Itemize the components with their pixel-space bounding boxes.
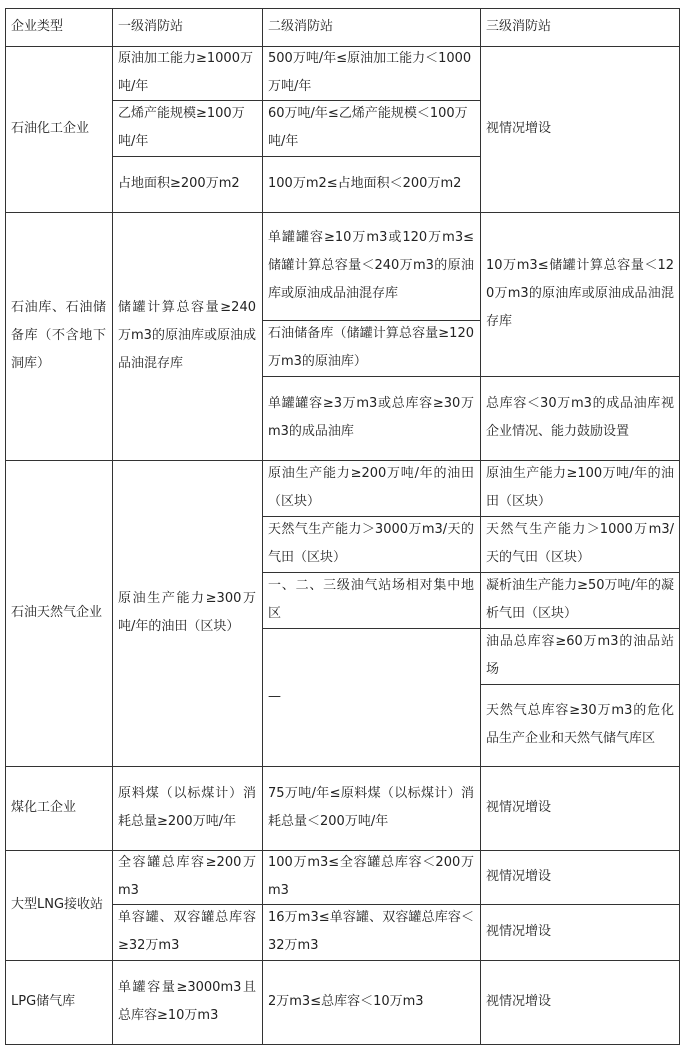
oil-depot-row12-level3: 10万m3≤储罐计算总容量＜120万m3的原油库或原油成品油混存库 <box>486 258 674 329</box>
petrochemical-row1-level1: 原油加工能力≥1000万吨/年 <box>118 51 253 94</box>
lpg-type: LPG储气库 <box>11 994 76 1009</box>
oil-depot-row3-level2: 单罐罐容≥3万m3或总库容≥30万m3的成品油库 <box>268 396 474 439</box>
lng-row1-level2: 100万m3≤全容罐总库容＜200万m3 <box>268 855 474 898</box>
v-line-3 <box>480 8 481 1045</box>
v-line-right <box>679 8 680 1045</box>
h-line-oilgas-2 <box>262 572 680 573</box>
h-line-oilgas-1 <box>262 516 680 517</box>
h-line-depot-1 <box>262 320 480 321</box>
oil-gas-type: 石油天然气企业 <box>11 605 103 620</box>
coal-chemical-type: 煤化工企业 <box>11 800 77 815</box>
petrochemical-row1-level2: 500万吨/年≤原油加工能力＜1000万吨/年 <box>268 51 472 94</box>
petrochemical-row3-level1: 占地面积≥200万m2 <box>118 176 240 191</box>
petrochemical-row2-level1: 乙烯产能规模≥100万吨/年 <box>118 106 245 149</box>
petrochemical-row2-level2: 60万吨/年≤乙烯产能规模＜100万吨/年 <box>268 106 468 149</box>
petrochemical-row3-level2: 100万m2≤占地面积＜200万m2 <box>268 176 462 191</box>
h-line-depot-2 <box>262 376 680 377</box>
h-line-petro-1 <box>112 100 480 101</box>
h-line-petro-2 <box>112 156 480 157</box>
oil-depot-row1-level2: 单罐罐容≥10万m3或120万m3≤储罐计算总容量＜240万m3的原油库或原油成品油混存库 <box>268 230 474 301</box>
lng-row2-level3: 视情况增设 <box>486 924 552 939</box>
oil-gas-row45-level2: — <box>268 689 281 704</box>
oil-depot-row3-level3: 总库容＜30万m3的成品油库视企业情况、能力鼓励设置 <box>486 396 674 439</box>
h-line-oilgas-4 <box>480 684 680 685</box>
oil-gas-row4-level3: 油品总库容≥60万m3的油品站场 <box>486 634 674 677</box>
h-line-coal-end <box>5 850 680 851</box>
coal-chemical-level2: 75万吨/年≤原料煤（以标煤计）消耗总量＜200万吨/年 <box>268 786 474 829</box>
header-enterprise-type: 企业类型 <box>11 19 64 34</box>
oil-gas-level1: 原油生产能力≥300万吨/年的油田（区块） <box>118 591 256 634</box>
oil-depot-type: 石油库、石油储备库（不含地下洞库） <box>11 300 106 371</box>
oil-gas-row3-level2: 一、二、三级油气站场相对集中地区 <box>268 578 474 621</box>
oil-depot-row2-level2: 石油储备库（储罐计算总容量≥120万m3的原油库） <box>268 326 474 369</box>
oil-gas-row1-level3: 原油生产能力≥100万吨/年的油田（区块） <box>486 466 674 509</box>
h-line-header <box>5 46 680 47</box>
lpg-level2: 2万m3≤总库容＜10万m3 <box>268 994 424 1009</box>
v-line-2 <box>262 8 263 1045</box>
lng-row1-level3: 视情况增设 <box>486 869 552 884</box>
oil-gas-row1-level2: 原油生产能力≥200万吨/年的油田（区块） <box>268 466 474 509</box>
oil-gas-row3-level3: 凝析油生产能力≥50万吨/年的凝析气田（区块） <box>486 578 674 621</box>
h-line-lng-end <box>5 960 680 961</box>
petrochemical-level3: 视情况增设 <box>486 121 552 136</box>
h-line-depot-end <box>5 460 680 461</box>
v-line-left <box>5 8 6 1045</box>
header-level2: 二级消防站 <box>268 19 334 34</box>
coal-chemical-level3: 视情况增设 <box>486 800 552 815</box>
h-line-bottom <box>5 1044 680 1045</box>
header-level3: 三级消防站 <box>486 19 552 34</box>
lpg-level3: 视情况增设 <box>486 994 552 1009</box>
petrochemical-type: 石油化工企业 <box>11 121 90 136</box>
oil-depot-level1: 储罐计算总容量≥240万m3的原油库或原油成品油混存库 <box>118 300 256 371</box>
header-level1: 一级消防站 <box>118 19 184 34</box>
h-line-top <box>5 8 680 9</box>
oil-gas-row5-level3: 天然气总库容≥30万m3的危化品生产企业和天然气储气库区 <box>486 703 674 746</box>
h-line-petro-end <box>5 212 680 213</box>
coal-chemical-level1: 原料煤（以标煤计）消耗总量≥200万吨/年 <box>118 786 256 829</box>
lng-row1-level1: 全容罐总库容≥200万m3 <box>118 855 256 898</box>
h-line-oilgas-end <box>5 766 680 767</box>
oil-gas-row2-level3: 天然气生产能力＞1000万m3/天的气田（区块） <box>486 522 674 565</box>
h-line-oilgas-3 <box>262 628 680 629</box>
lng-type: 大型LNG接收站 <box>11 897 104 912</box>
oil-gas-row2-level2: 天然气生产能力＞3000万m3/天的气田（区块） <box>268 522 474 565</box>
v-line-1 <box>112 8 113 1045</box>
lpg-level1: 单罐容量≥3000m3且总库容≥10万m3 <box>118 980 256 1023</box>
h-line-lng-1 <box>112 904 680 905</box>
lng-row2-level1: 单容罐、双容罐总库容≥32万m3 <box>118 910 256 953</box>
lng-row2-level2: 16万m3≤单容罐、双容罐总库容＜32万m3 <box>268 910 474 953</box>
